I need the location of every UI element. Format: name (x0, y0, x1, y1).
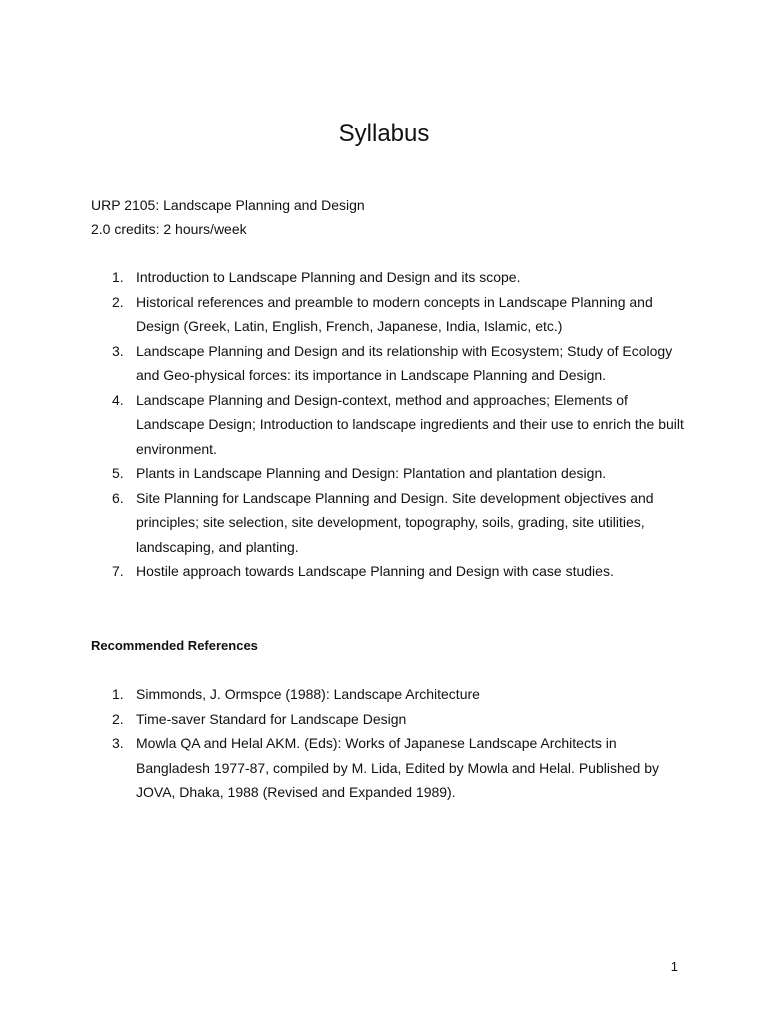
list-item-number: 6. (112, 489, 124, 506)
references-list (91, 682, 691, 805)
course-code-title: URP 2105: Landscape Planning and Design (91, 197, 365, 213)
page-number: 1 (670, 959, 678, 974)
list-item (91, 339, 691, 388)
list-item-text: Mowla QA and Helal AKM. (Eds): Works of Japanese Landscape Architects in Bangladesh 1977-87, compiled by M. Lida, Edited by Mowla and Helal. Published by JOVA, Dhaka, 1988 (Revised and Expanded 1989). (136, 735, 659, 800)
list-item-text: Plants in Landscape Planning and Design: Plantation and plantation design. (136, 465, 607, 481)
topics-list (91, 265, 691, 584)
list-item-number: 3. (112, 735, 124, 751)
list-item (91, 559, 691, 584)
list-item (91, 388, 691, 462)
list-item-text: Hostile approach towards Landscape Planning and Design with case studies. (136, 563, 614, 579)
list-item-number: 2. (112, 293, 124, 310)
references-heading: Recommended References (91, 638, 258, 653)
list-item (91, 682, 691, 707)
list-item (91, 486, 691, 560)
list-item-number: 5. (112, 465, 124, 481)
list-item-text: Introduction to Landscape Planning and Design and its scope. (136, 269, 521, 285)
list-item (91, 265, 691, 290)
list-item (91, 461, 691, 486)
course-info (91, 193, 691, 241)
list-item-text: Time-saver Standard for Landscape Design (136, 710, 407, 727)
list-item-text: Historical references and preamble to modern concepts in Landscape Planning and Design (Greek, Latin, English, French, Japanese, India, Islamic, etc.) (136, 293, 653, 334)
list-item (91, 731, 691, 805)
course-credits: 2.0 credits: 2 hours/week (91, 221, 247, 237)
list-item-number: 4. (112, 391, 124, 408)
list-item-number: 2. (112, 710, 124, 727)
list-item-text: Site Planning for Landscape Planning and Design. Site development objectives and principles; site selection, site development, topography, soils, grading, site utilities, landscaping, and planting. (136, 489, 654, 555)
list-item (91, 290, 691, 339)
list-item-text: Simmonds, J. Ormspce (1988): Landscape Architecture (136, 686, 480, 702)
list-item-number: 7. (112, 563, 124, 579)
page-title: Syllabus (338, 120, 430, 147)
list-item-number: 1. (112, 269, 124, 285)
list-item-number: 1. (112, 686, 124, 702)
list-item-text: Landscape Planning and Design-context, method and approaches; Elements of Landscape Design; Introduction to landscape ingredients and their use to enrich the built environment. (136, 391, 684, 457)
list-item-number: 3. (112, 342, 124, 359)
list-item (91, 707, 691, 732)
list-item-text: Landscape Planning and Design and its relationship with Ecosystem; Study of Ecology and Geo-physical forces: its importance in Landscape Planning and Design. (136, 342, 673, 383)
